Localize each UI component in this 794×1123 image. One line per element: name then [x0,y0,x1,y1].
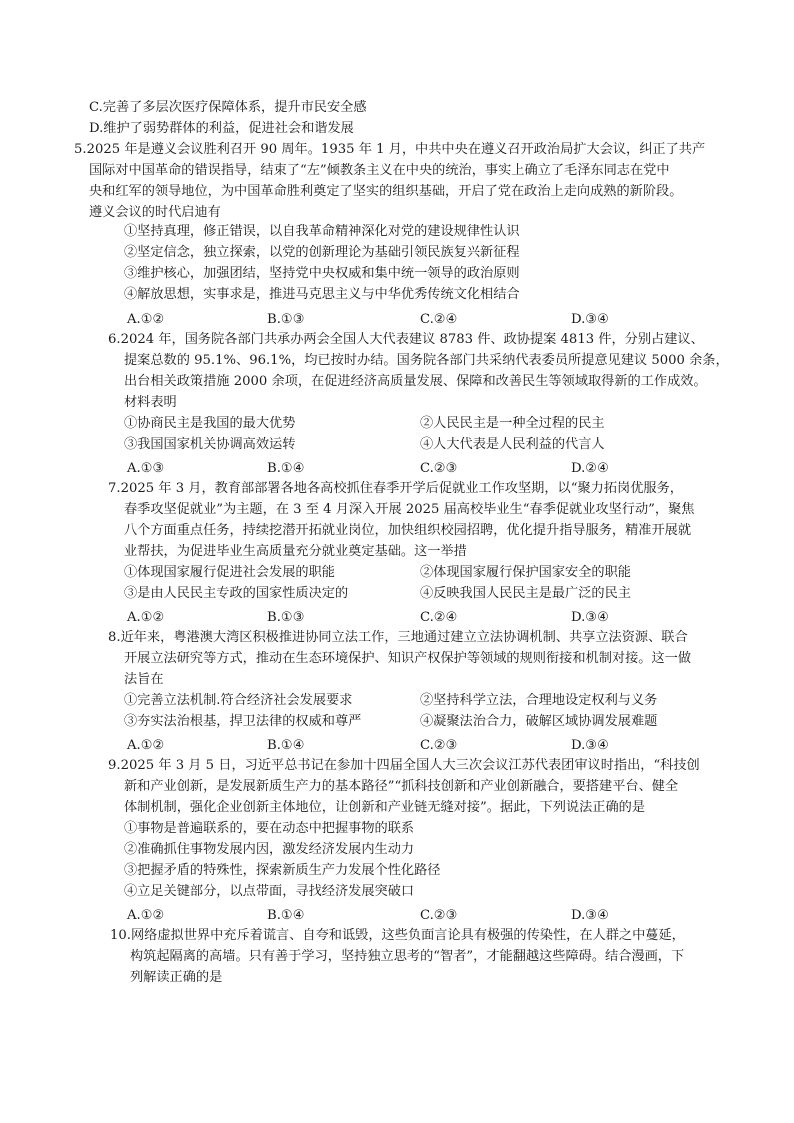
q9-stem-line: 体制机制，强化企业创新主体地位，让创新和产业链无缝对接”。据此，下列说法正确的是 [124,800,646,815]
q6-stem-line: 6.2024 年，国务院各部门共承办两会全国人大代表建议 8783 件、政协提案 4813 件，分别占建议、 [108,332,704,347]
q9-stem-line: 新和产业创新，是发展新质生产力的基本路径”“抓科技创新和产业创新融合，要搭建平台、健全 [124,779,679,794]
q6-stem-line: 提案总数的 95.1%、96.1%，均已按时办结。国务院各部门共采纳代表委员所提意见建议 5000 余条， [124,353,729,368]
q8-item-2: ②坚持科学立法，合理地设定权利与义务 [420,693,658,708]
q6-item-4: ④人大代表是人民利益的代言人 [420,437,605,452]
q5-stem-line: 央和红军的领导地位，为中国革命胜利奠定了坚实的组织基础，开启了党在政治上走向成熟的新阶段。 [89,184,683,199]
q5-item-4: ④解放思想，实事求是，推进马克思主义与中华优秀传统文化相结合 [124,287,520,302]
q9-item-4: ④立足关键部分，以点带面，寻找经济发展突破口 [124,884,415,899]
q8-stem-line: 开展立法研究等方式，推动在生态环境保护、知识产权保护等领域的规则衔接和机制对接。这一做 [124,651,692,666]
q7-choice-c[interactable]: C.②④ [420,610,458,625]
q9-item-3: ③把握矛盾的特殊性，探索新质生产力发展个性化路径 [124,863,441,878]
q7-choice-d[interactable]: D.③④ [571,610,609,625]
q7-stem-line: 八个方面重点任务，持续挖潜开拓就业岗位，加快组织校园招聘，优化提升指导服务，精准开展就 [124,523,692,538]
q6-item-2: ②人民民主是一种全过程的民主 [420,416,605,431]
q8-item-4: ④凝聚法治合力，破解区域协调发展难题 [420,714,658,729]
q6-stem-line: 材料表明 [124,395,177,410]
q6-stem-line: 出台相关政策措施 2000 余项，在促进经济高质量发展、保障和改善民生等领域取得新的工作成效。 [124,374,707,389]
q7-item-3: ③是由人民民主专政的国家性质决定的 [124,586,349,601]
q7-choice-b[interactable]: B.①③ [267,610,305,625]
q8-choice-c[interactable]: C.②③ [420,738,458,753]
q7-item-2: ②体现国家履行保护国家安全的职能 [420,565,631,580]
q7-stem-line: 业帮扶，为促进毕业生高质量充分就业奠定基础。这一举措 [124,544,467,559]
q6-choice-c[interactable]: C.②③ [420,461,458,476]
q8-stem-line: 法旨在 [124,672,164,687]
q10-stem-line: 列解读正确的是 [130,970,223,985]
q9-item-1: ①事物是普遍联系的，要在动态中把握事物的联系 [124,821,415,836]
q7-item-1: ①体现国家履行促进社会发展的职能 [124,565,335,580]
q5-choice-c[interactable]: C.②④ [420,312,458,327]
q9-choice-c[interactable]: C.②③ [420,908,458,923]
q5-choice-d[interactable]: D.③④ [571,312,609,327]
q5-choice-b[interactable]: B.①③ [267,312,305,327]
q4-option-d: D.维护了弱势群体的利益，促进社会和谐发展 [89,121,354,136]
q7-stem-line: 春季攻坚促就业”为主题，在 3 至 4 月深入开展 2025 届高校毕业生“春季促就业攻坚行动”，聚焦 [124,502,695,517]
q8-choice-d[interactable]: D.③④ [571,738,609,753]
q5-item-2: ②坚定信念，独立探索，以党的创新理论为基础引领民族复兴新征程 [124,245,520,260]
q7-choice-a[interactable]: A.①② [127,610,165,625]
q6-choice-d[interactable]: D.②④ [571,461,609,476]
q8-item-3: ③夯实法治根基，捍卫法律的权威和尊严 [124,714,362,729]
q5-stem-line: 遵义会议的时代启迪有 [89,205,221,220]
q5-item-1: ①坚持真理，修正错误，以自我革命精神深化对党的建设规律性认识 [124,224,520,239]
q7-stem-line: 7.2025 年 3 月，教育部部署各地各高校抓住春季开学后促就业工作攻坚期，以“聚力拓岗优服务， [108,481,683,496]
q8-stem-line: 8.近年来，粤港澳大湾区积极推进协同立法工作，三地通过建立立法协调机制、共享立法资源、联合 [108,630,688,645]
q8-choice-b[interactable]: B.①④ [267,738,305,753]
q5-stem-line: 5.2025 年是遵义会议胜利召开 90 周年。1935 年 1 月，中共中央在遵义召开政治局扩大会议，纠正了共产 [74,142,706,157]
q9-choice-b[interactable]: B.①④ [267,908,305,923]
q5-item-3: ③维护核心，加强团结，坚持党中央权威和集中统一领导的政治原则 [124,266,520,281]
q9-choice-d[interactable]: D.③④ [571,908,609,923]
q10-stem-line: 构筑起隔离的高墙。只有善于学习，坚持独立思考的“智者”，才能翻越这些障碍。结合漫画，下 [130,949,685,964]
q6-item-3: ③我国国家机关协调高效运转 [124,437,296,452]
q5-stem-line: 国际对中国革命的错误指导，结束了“左”倾教条主义在中央的统治，事实上确立了毛泽东同志在党中 [89,163,670,178]
q9-stem-line: 9.2025 年 3 月 5 日，习近平总书记在参加十四届全国人大三次会议江苏代表团审议时指出，“科技创 [108,758,700,773]
q6-choice-a[interactable]: A.①③ [127,461,165,476]
q9-item-2: ②准确抓住事物发展内因，激发经济发展内生动力 [124,842,415,857]
q7-item-4: ④反映我国人民民主是最广泛的民主 [420,586,631,601]
q6-item-1: ①协商民主是我国的最大优势 [124,416,296,431]
q6-choice-b[interactable]: B.①④ [267,461,305,476]
q9-choice-a[interactable]: A.①② [127,908,165,923]
q8-choice-a[interactable]: A.①② [127,738,165,753]
q4-option-c: C.完善了多层次医疗保障体系，提升市民安全感 [89,100,367,115]
q10-stem-line: 10.网络虚拟世界中充斥着谎言、自夸和诋毁，这些负面言论具有极强的传染性，在人群之中蔓延， [110,928,685,943]
q8-item-1: ①完善立法机制.符合经济社会发展要求 [124,693,353,708]
q5-choice-a[interactable]: A.①② [127,312,165,327]
